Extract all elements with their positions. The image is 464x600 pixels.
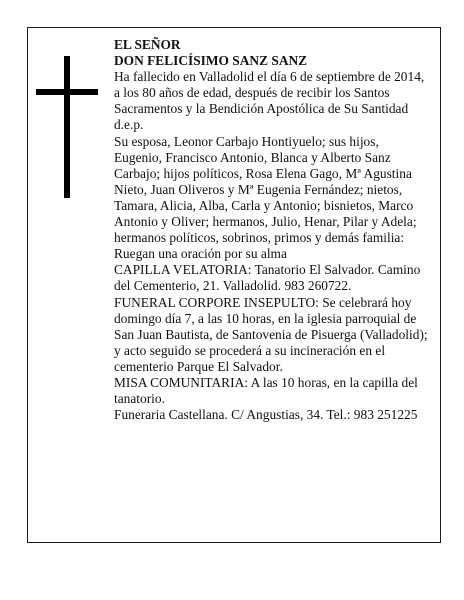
cross-vertical-bar — [64, 56, 70, 198]
title-line-2: DON FELICÍSIMO SANZ SANZ — [114, 53, 308, 69]
prayer-paragraph: Ruegan una oración por su alma — [114, 246, 287, 262]
mass-paragraph: MISA COMUNITARIA: A las 10 horas, en la capilla del tanatorio. — [114, 374, 418, 407]
title-line-1: EL SEÑOR — [114, 37, 181, 52]
dep-text: d.e.p. — [114, 117, 144, 133]
cross-icon — [36, 56, 98, 198]
family-paragraph: Su esposa, Leonor Carbajo Hontiyuelo; sus hijos, Eugenio, Francisco Antonio, Blanca y Alberto Sanz Carbajo; hijos políticos, Rosa Elena Gago, Mª Agustina Nieto, Juan Oliveros y Mª Eugenia Fernández; nietos, Tamara, Alicia, Alba, Carla y Antonio; bisnietos, Marco Antonio y Oliver; hermanos, Julio, Henar, Pilar y Adela; hermanos políticos, sobrinos, primos y demás familia: — [114, 133, 417, 246]
obituary-text — [114, 37, 430, 423]
announcement-paragraph: Ha fallecido en Valladolid el día 6 de septiembre de 2014, a los 80 años de edad, después de recibir los Santos Sacramentos y la Bendición Apostólica de Su Santidad — [114, 69, 425, 117]
chapel-paragraph: CAPILLA VELATORIA: Tanatorio El Salvador. Camino del Cementerio, 21. Valladolid. 983 260722. — [114, 262, 421, 294]
cross-horizontal-bar — [36, 89, 98, 95]
funeral-home-paragraph: Funeraria Castellana. C/ Angustias, 34. Tel.: 983 251225 — [114, 407, 418, 423]
funeral-paragraph: FUNERAL CORPORE INSEPULTO: Se celebrará hoy domingo día 7, a las 10 horas, en la iglesia parroquial de San Juan Bautista, de Santovenia de Pisuerga (Valladolid); y acto seguido se procederá a su incineración en el cementerio Parque El Salvador. — [114, 294, 428, 374]
